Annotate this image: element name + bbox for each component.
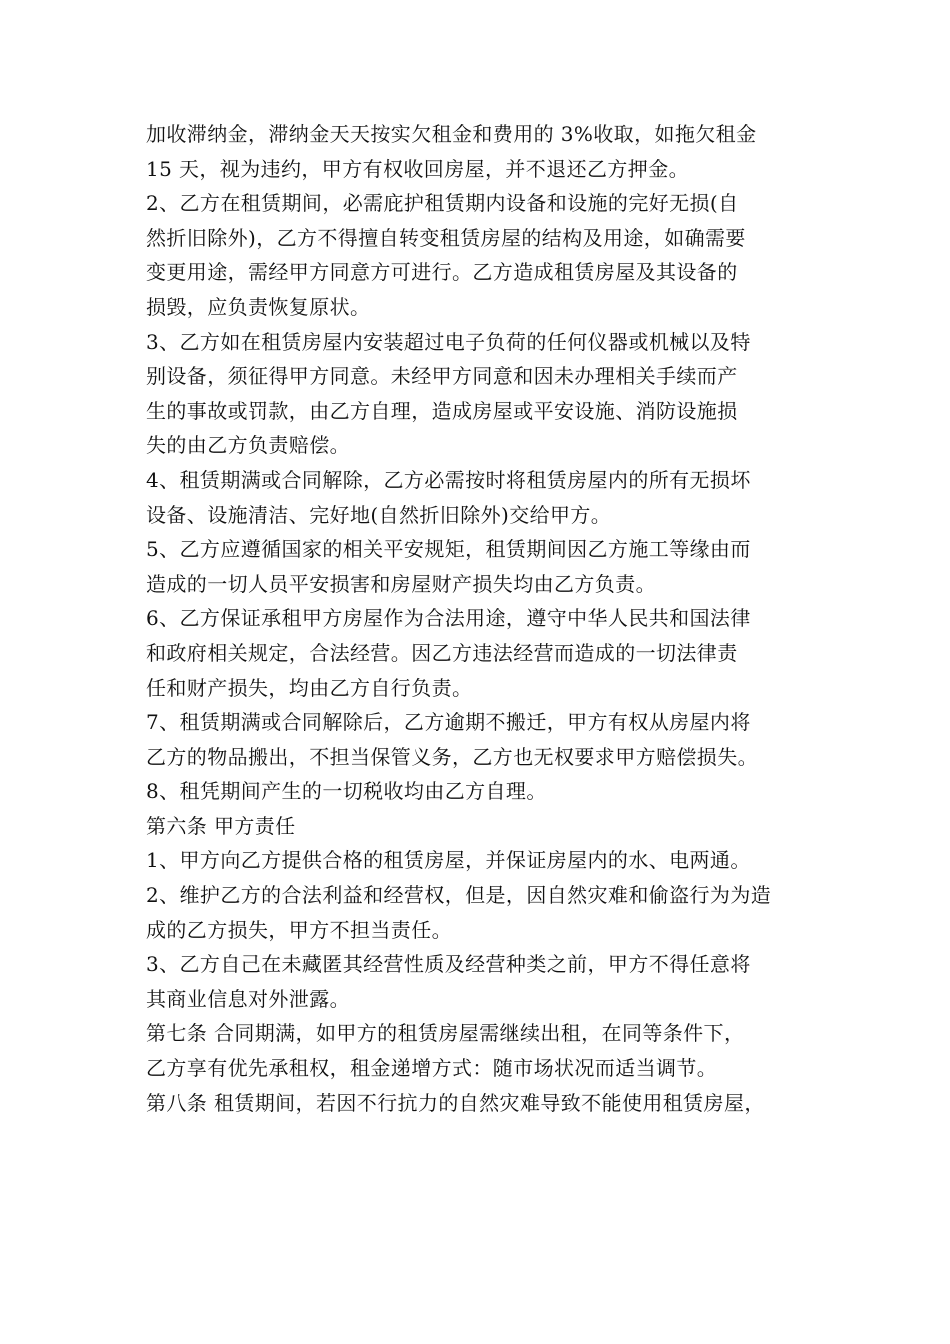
text-line: 7、租赁期满或合同解除后，乙方逾期不搬迁，甲方有权从房屋内将 <box>146 710 751 735</box>
text-line: 乙方的物品搬出，不担当保管义务，乙方也无权要求甲方赔偿损失。 <box>146 744 758 769</box>
text-line: 第七条 合同期满，如甲方的租赁房屋需继续出租，在同等条件下， <box>146 1021 745 1046</box>
text-line: 8、租凭期间产生的一切税收均由乙方自理。 <box>146 779 547 804</box>
text-line: 任和财产损失，均由乙方自行负责。 <box>146 675 473 700</box>
text-line: 2、乙方在租赁期间，必需庇护租赁期内设备和设施的完好无损(自 <box>146 191 739 216</box>
text-line: 和政府相关规定，合法经营。因乙方违法经营而造成的一切法律责 <box>146 640 738 665</box>
section-heading: 第六条 甲方责任 <box>146 813 296 838</box>
text-line: 造成的一切人员平安损害和房屋财产损失均由乙方负责。 <box>146 571 656 596</box>
text-line: 然折旧除外)，乙方不得擅自转变租赁房屋的结构及用途，如确需要 <box>146 225 746 250</box>
text-line: 第八条 租赁期间，若因不行抗力的自然灾难导致不能使用租赁房屋， <box>146 1090 765 1115</box>
text-line: 乙方享有优先承租权，租金递增方式：随市场状况而适当调节。 <box>146 1056 718 1081</box>
text-line: 2、维护乙方的合法利益和经营权，但是，因自然灾难和偷盗行为为造 <box>146 883 772 908</box>
text-line: 4、租赁期满或合同解除，乙方必需按时将租赁房屋内的所有无损坏 <box>146 467 751 492</box>
text-line: 3、乙方自己在未藏匿其经营性质及经营种类之前，甲方不得任意将 <box>146 952 751 977</box>
text-line: 6、乙方保证承租甲方房屋作为合法用途，遵守中华人民共和国法律 <box>146 606 751 631</box>
text-line: 失的由乙方负责赔偿。 <box>146 433 350 458</box>
text-line: 别设备，须征得甲方同意。未经甲方同意和因未办理相关手续而产 <box>146 364 738 389</box>
document-body <box>146 117 806 1120</box>
text-line: 其商业信息对外泄露。 <box>146 986 350 1011</box>
text-line: 生的事故或罚款，由乙方自理，造成房屋或平安设施、消防设施损 <box>146 398 738 423</box>
text-line: 设备、设施清洁、完好地(自然折旧除外)交给甲方。 <box>146 502 612 527</box>
text-line: 损毁，应负责恢复原状。 <box>146 294 371 319</box>
text-line: 1、甲方向乙方提供合格的租赁房屋，并保证房屋内的水、电两通。 <box>146 848 751 873</box>
text-line: 15 天，视为违约，甲方有权收回房屋，并不退还乙方押金。 <box>146 156 690 181</box>
text-line: 5、乙方应遵循国家的相关平安规矩，租赁期间因乙方施工等缘由而 <box>146 537 751 562</box>
text-line: 加收滞纳金，滞纳金天天按实欠租金和费用的 3%收取，如拖欠租金 <box>146 122 757 146</box>
text-line: 3、乙方如在租赁房屋内安装超过电子负荷的任何仪器或机械以及特 <box>146 329 751 354</box>
text-line: 成的乙方损失，甲方不担当责任。 <box>146 917 452 942</box>
text-line: 变更用途，需经甲方同意方可进行。乙方造成租赁房屋及其设备的 <box>146 260 738 285</box>
